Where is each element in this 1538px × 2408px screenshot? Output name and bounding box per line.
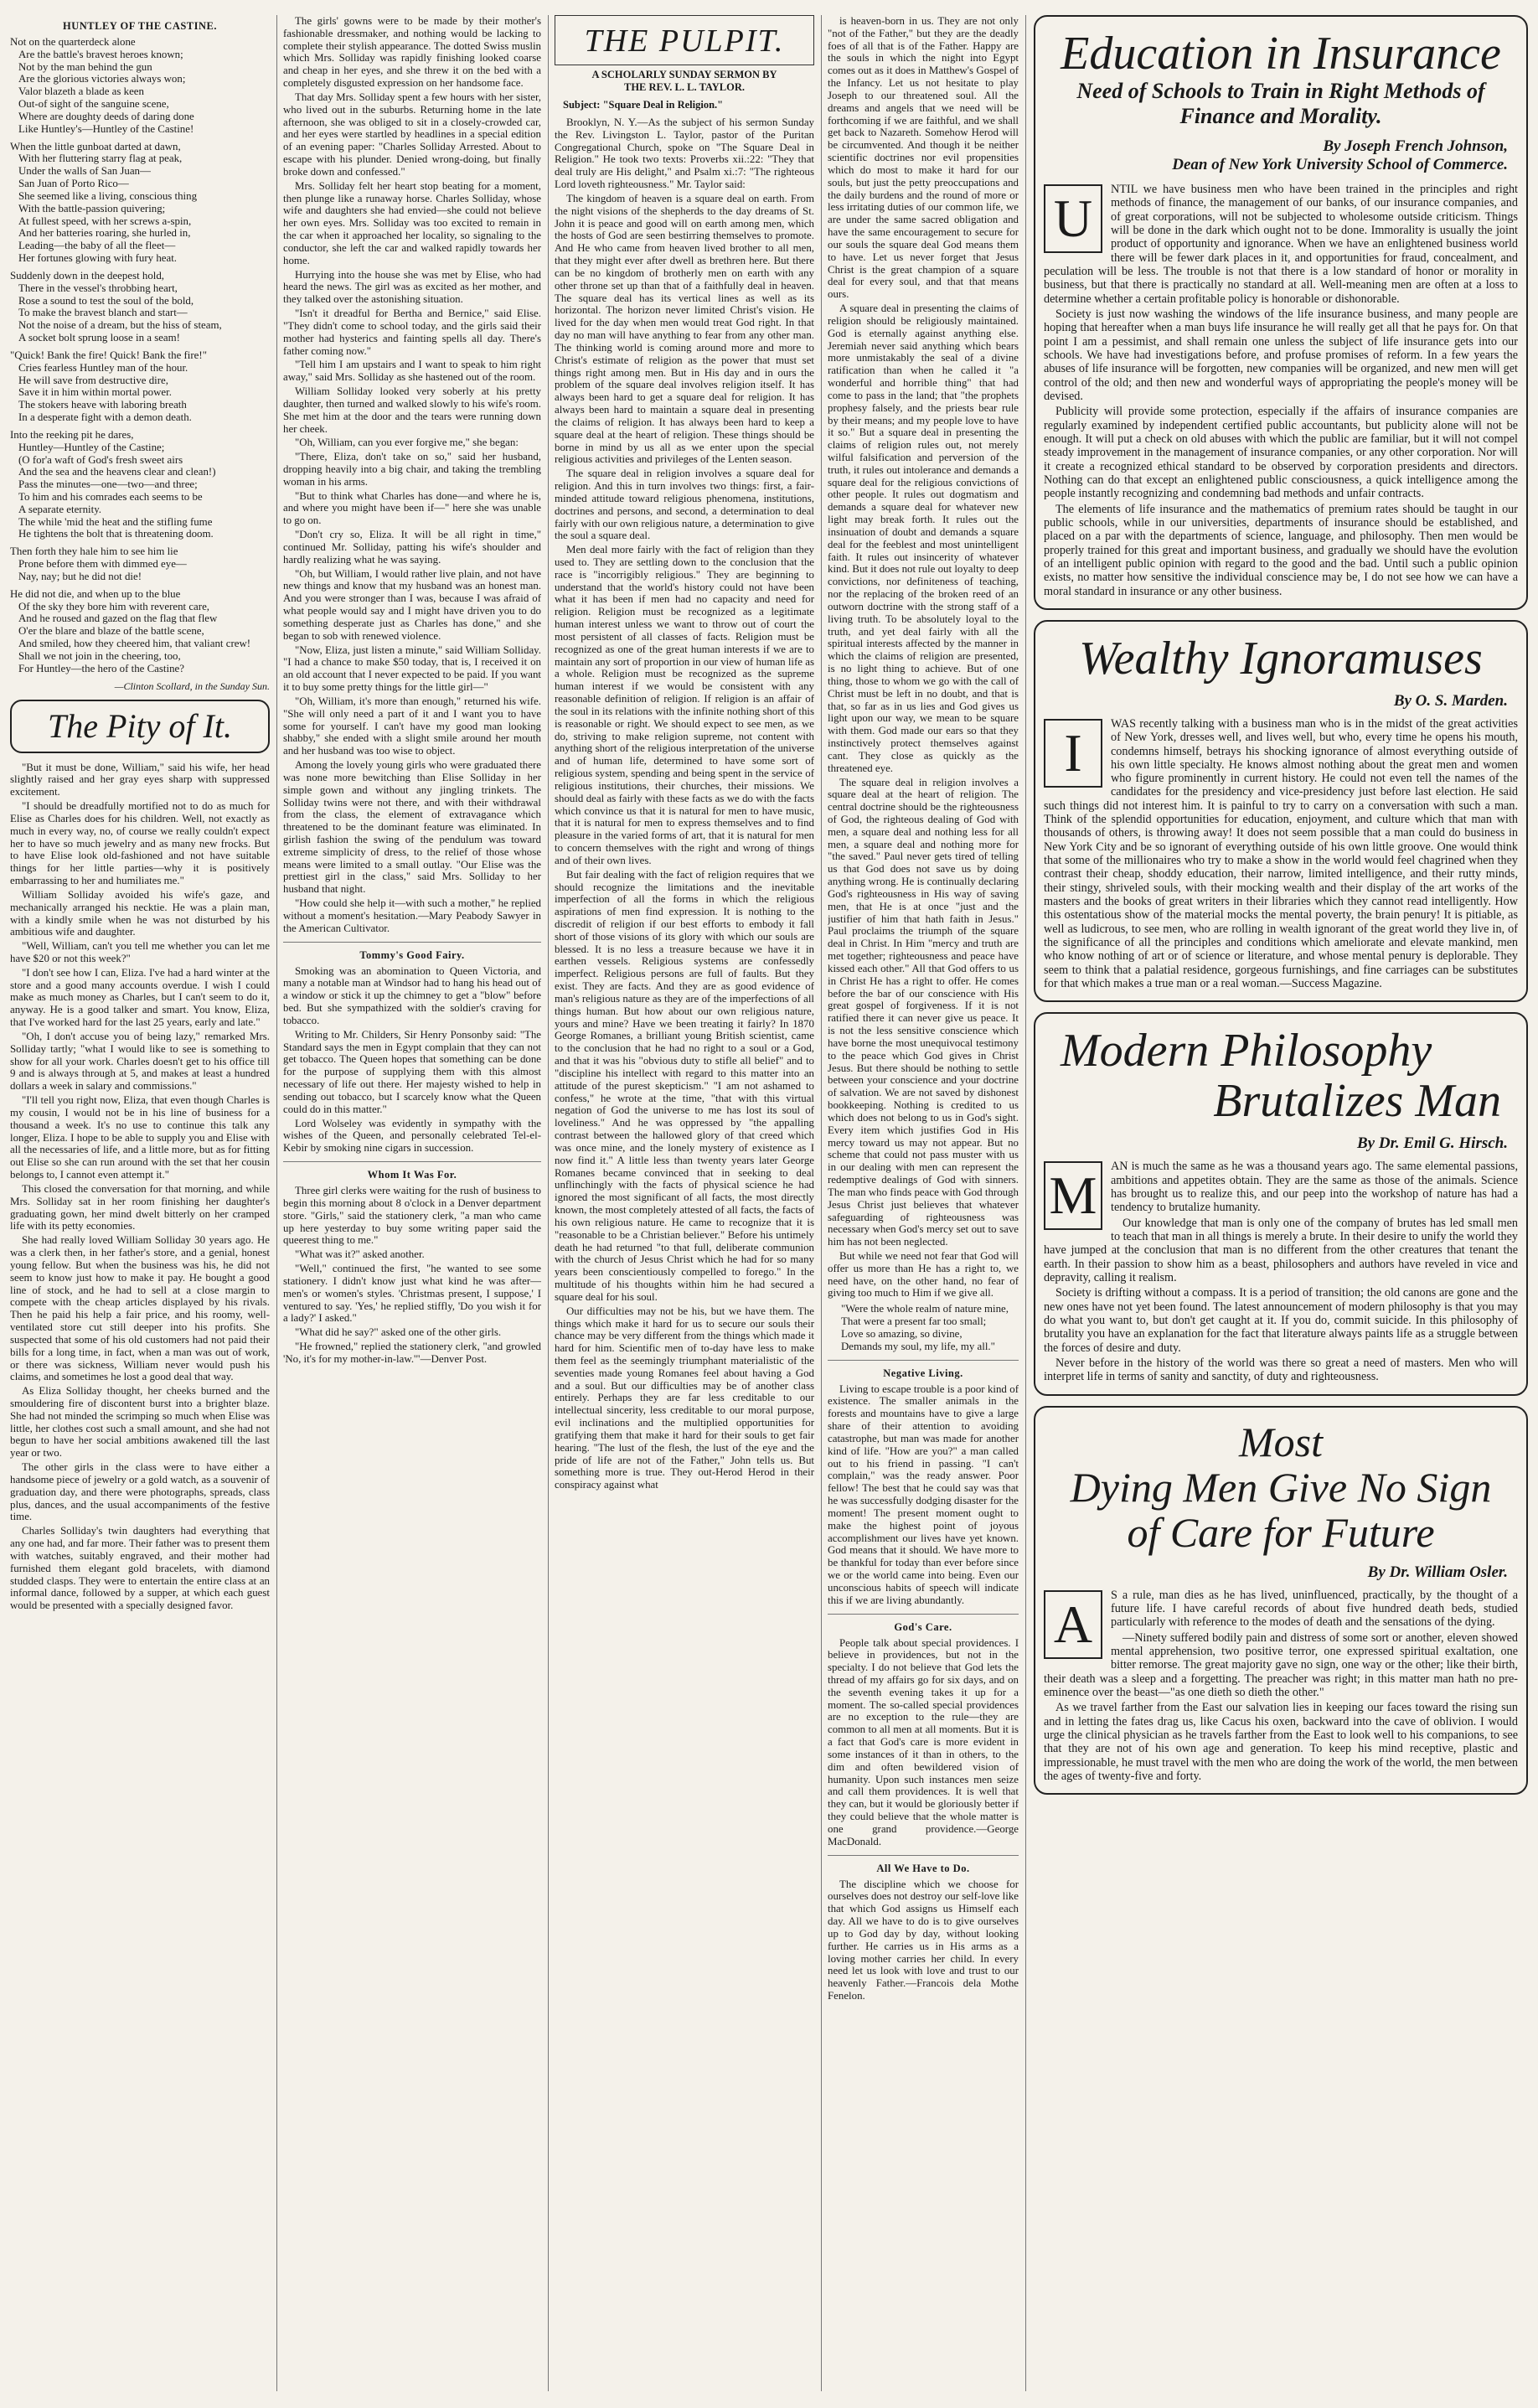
verse-line: A socket bolt sprung loose in a seam! <box>18 332 180 344</box>
divider <box>283 1161 541 1162</box>
drop-cap: U <box>1044 184 1102 253</box>
paragraph: Society is just now washing the windows of the life insurance business, and many people are hoping that hereafter when a man buys life insurance he will really get all that he pays for. On that point I am a pessimist, and shall remain one unless the subject of life insurance gets into our schools. We have had investigations before, and profuse promises of reform. In a few years the abuses of life insurance will be forgotten, new companies will be organized, and new men will get control of the old; and then new and wonderful ways of appropriating the people's money will be devised. <box>1044 307 1518 403</box>
paragraph: "Isn't it dreadful for Bertha and Bernice," said Elise. "They didn't come to school today, and the girls said their mother had hysterics and fainting spells all day. There's father coming now." <box>283 307 541 357</box>
paragraph: S a rule, man dies as he has lived, uninfluenced, practically, by the thought of a future life. I have careful records of about five hundred death beds, studied particularly with reference to the modes of death and the sensations of the dying. <box>1111 1588 1518 1630</box>
all-we-have-body <box>828 1878 1019 2002</box>
verse-line: There in the vessel's throbbing heart, <box>18 282 178 294</box>
verse-line: The stokers heave with laboring breath <box>18 399 187 411</box>
paragraph: Writing to Mr. Childers, Sir Henry Ponsonby said: "The Standard says the men in Egypt complain that they can not get tobacco. The Queen hopes that something can be done for the purpose of supplying them with this almost necessary of life out there. Her majesty wished to help in sending out tobacco, but I scarcely know what the Queen could do in this matter." <box>283 1028 541 1115</box>
verse-line: To make the bravest blanch and start— <box>18 307 188 319</box>
stanza <box>10 429 270 540</box>
feature-title-line2: Brutalizes Man <box>1213 1075 1501 1128</box>
column-rule <box>276 15 277 2391</box>
verse-line: Under the walls of San Juan— <box>18 165 151 178</box>
verse-line: Shall we not join in the cheering, too, <box>18 649 181 662</box>
paragraph: "Don't cry so, Eliza. It will be all right in time," continued Mr. Solliday, patting his wife's shoulder and hardly realizing what he was saying. <box>283 529 541 566</box>
feature-education-insurance <box>1034 15 1528 610</box>
verse-line: Then forth they hale him to see him lie <box>10 545 178 558</box>
fairy-body <box>283 965 541 1155</box>
feature-title-line2: Dying Men Give No Sign <box>1070 1463 1492 1511</box>
verse-line: Not the noise of a dream, but the hiss of steam, <box>18 319 222 332</box>
paragraph: "But it must be done, William," said his wife, her head slightly raised and her gray eyes sharp with suppressed excitement. <box>10 761 270 798</box>
paragraph: A square deal in presenting the claims of religion should be religiously maintained. God is eternally against anything else. Jeremiah never said anything which bears more unmistakably the seal of a divine ratification than when he called it "a wonderful and horrible thing" that had come to pass in the land; that "the prophets prophesy falsely, and the priests bear rule by their means; and my people love to have it so." But a square deal in presenting the claims of religion rules out, not merely wilful falsification and perversion of the truth, it rules out intolerance and demands a square deal for the religious convictions of other people. It rules out dogmatism and demands a square deal for whatever new light may break forth. It rules out the insinuation of doubt and demands a square deal for the feeblest and most unintelligent faith. It rules out insincerity of whatever kind. But it does not rule out loyalty to deep convictions, nor definiteness of teaching, nor the replacing of the broken reed of an outworn doctrine with the strong staff of a living truth. To be absolutely loyal to the truth, and yet deal fairly with all the spiritual interests affected by the manner in which the claims of religion are presented, is no light thing to achieve. But of one thing, those to whom we go with the call of Christ must be left in no doubt, and that is that, so far as in us lies and God gives us light upon our way, we mean to be square with them. God made our ears so that they instinctively protect themselves against cant. They close as quickly as the threatened eye. <box>828 302 1019 774</box>
divider <box>283 942 541 943</box>
paragraph: William Solliday looked very soberly at his pretty daughter, then turned and walked slowly to his wife's room. She met him at the door and the tears were running down her cheek. <box>283 385 541 435</box>
whom-body <box>283 1185 541 1366</box>
paragraph: But fair dealing with the fact of religion requires that we should recognize the limitations and the inevitable imperfection of all the forms in which the religious aspirations of men find expression. It is nothing to the discredit of religion if our best efforts to embody it fall short of those visions of its glory with which our souls are blessed. It is no less a treasure because we have it in earthen vessels. Religious systems are confessedly imperfect. Religious persons are full of faults. But they exist. They are facts. And they are as good evidence of man's religious nature as they are of the imperfections of all things human. But how about our own religious nature, yours and mine? Have we been treating it fairly? In 1870 George Romanes, a brilliant young British scientist, came to the conclusion that he had no right to a soul or a God, and that it was his "obvious duty to stifle all belief" and to "discipline his intellect with regard to this matter into an attitude of the purest skepticism." "I am not ashamed to confess," he wrote at the time, "that with this virtual negation of God the universe to me has lost its soul of loveliness." And he was oppressed by "the appalling contrast between the hallowed glory of that creed which was once mine, and the lonely mystery of existence as I now find it." A little less than twenty years later George Romanes became convinced that in seeking to deal unflinchingly with the facts of physical science he had ignored the most significant of all facts, the most directly known, the most completely attested of all facts, the facts of his own religious nature. He came to recognize that it is "reasonable to be a Christian believer." Before his untimely death he had returned "to that full, deliberate communion with the church of Jesus Christ which he had for so many years been conscientiously compelled to forego." In the multitude of his thoughts within him he had secured a square deal for his soul. <box>555 868 814 1303</box>
column-5 <box>1034 15 1528 2391</box>
paragraph: WAS recently talking with a business man who is in the midst of the great activities of New York, dresses well, and lives well, but who, every time he opens his mouth, condemns himself, betrays his shocking ignorance of almost everything outside of his own little specialty. He knows almost nothing about the great men and women who figure prominently in current history. He could not even tell the names of the candidates for the presidency and vice-presidency just before last election. He said such things did not interest him. It is painful to try to carry on a conversation with such a man. Think of the splendid opportunities for education, enjoyment, and culture which that man with thousands of others, is throwing away! It does not seem possible that a man could do business in New York City and be so ignorant of everything outside of his own little groove. One would think that some of the millionaires who try to make a show in the world would feel chagrined when they contrast their cheap, shoddy education, their narrow, limited intelligence, and their rutty minds, their stingy, shriveled souls, with their mocking wealth and their display of the art works of the masters and the books of great writers in their libraries which they cannot read intelligently. How this ostentatious show of the material mocks the mental poverty, the brain penury! It is pitiable, as well as ludicrous, to see men, who are rolling in wealth ignorant of the great world they live in, of the significance of all the principles and conditions which ameliorate and elevate mankind, men who know nothing of art or of science or literature, and whose mental penury is deplorable. They seem to think that a palatial residence, gorgeous furnishings, and fine carriages can be substitutes for that which makes a true man or a real woman.—Success Magazine. <box>1044 716 1518 991</box>
sermon-body <box>555 116 814 1491</box>
all-we-have-title: All We Have to Do. <box>876 1862 970 1874</box>
paragraph: NTIL we have business men who have been trained in the principles and right methods of finance, the management of our banks, of our insurance companies, and of great corporations, will not be subjected to wholesome outside criticism. Things will be done in the dark which ought not to be done. Immorality is usually the joint product of opportunity and ignorance. When we have an enlightened business world there will be fewer dark places in it, and opportunities for fraud, concealment, and peculation will be less. The trouble is not that there is a low standard of honor or morality in business, but that there is practically no standard at all. Well-meaning men are often at a loss to determine whether a certain profitable policy is honorable or dishonorable. <box>1044 183 1518 306</box>
verse-line: At fullest speed, with her screws a-spin, <box>18 214 192 227</box>
paragraph: "Now, Eliza, just listen a minute," said William Solliday. "I had a chance to make $50 today, that is, I received it on an old account that I never expected to be paid. If you want it to buy some pretty things for the little girl—" <box>283 643 541 694</box>
paragraph: AN is much the same as he was a thousand years ago. The same elemental passions, ambitions and appetites obtain. They are the same as those of the animals. Science has brought us to realize this, and our peep into the workshop of nature has had a tendency to brutalize humanity. <box>1111 1160 1518 1215</box>
paragraph: Publicity will provide some protection, especially if the affairs of insurance companies are regularly examined by independent certified public accountants, but publicity alone will not be enough. It will put a check on old abuses with which the public are familiar, but it will not compel steady improvement in the management of insurance companies, or any other corporation. Nor will it create a recognized ethical standard to be observed by corporation presidents and directors. Nothing can do that except an enlightened public consciousness, a quick intelligence among the people instantly recognizing and condemning bad methods and unfair contracts. <box>1044 405 1518 501</box>
verse-line: Suddenly down in the deepest hold, <box>10 269 165 282</box>
feature-title-line1: Most <box>1239 1418 1323 1465</box>
feature-byline: By Joseph French Johnson, <box>1323 137 1508 155</box>
verse-line: Rose a sound to test the soul of the bold, <box>18 294 194 307</box>
verse-line: Not by the man behind the gun <box>18 60 152 73</box>
feature-subtitle: Need of Schools to Train in Right Methods of Finance and Morality. <box>1076 79 1485 128</box>
sermon-subject: Subject: "Square Deal in Religion." <box>563 99 724 111</box>
column-1 <box>10 15 270 2391</box>
paragraph: "Well, William, can't you tell me whether you can let me have $20 or not this week?" <box>10 940 270 964</box>
verse-line: San Juan of Porto Rico— <box>18 178 129 190</box>
verse-line: For Huntley—the hero of the Castine? <box>18 662 184 674</box>
paragraph: Never before in the history of the world was there so great a need of masters. Men who will interpret life in terms of sanity and sanctity, of duty and righteousness. <box>1044 1356 1518 1384</box>
paragraph: Mrs. Solliday felt her heart stop beating for a moment, then plunge like a runaway horse. Charles Solliday, whose wife and daughters she had envied—she could not believe her own eyes. Mrs. Solliday was too excited to remain in the car when it approached her locality, so signaling to the conductor, she left the car and walked rapidly towards her home. <box>283 179 541 266</box>
story-title-box <box>10 700 270 753</box>
paragraph: Smoking was an abomination to Queen Victoria, and many a notable man at Windsor had to hang his head out of a window or stick it up the chimney to get a "blow" before bed. But she sympathized with the soldier's craving for tobacco. <box>283 964 541 1026</box>
feature-title-line3: of Care for Future <box>1127 1508 1435 1556</box>
paragraph: —Ninety suffered bodily pain and distress of some sort or another, eleven showed mental apprehension, two positive terror, one expressed spiritual exaltation, one bitter remorse. The great majority gave no sign, one way or the other; like their birth, their death was a sleep and a forgetting. The preacher was right; in this matter man hath no pre-eminence over the beast—"as one dieth so dieth the other." <box>1044 1630 1518 1699</box>
verse-line: Cries fearless Huntley man of the hour. <box>18 361 188 374</box>
paragraph: "I should be dreadfully mortified not to do as much for Elise as Charles does for his children. Well, not exactly as much in every way, no, of course we really couldn't expect her to have so much jewelry and as many new frocks. But to have Elise look old-fashioned and not have suitable things for her little parties—why it is positively embarrassing to her and humiliates me." <box>10 800 270 887</box>
verse-line: Out-of sight of the sanguine scene, <box>18 98 169 111</box>
stanza <box>10 141 270 265</box>
paragraph: Hurrying into the house she was met by Elise, who had heard the news. The girl was as excited as her mother, and they talked over the astonishing situation. <box>283 268 541 306</box>
column-4 <box>828 15 1019 2391</box>
paragraph: Lord Wolseley was evidently in sympathy with the wishes of the Queen, and personally celebrated Tel-el-Kebir by smoking nine cigars in succession. <box>283 1117 541 1155</box>
verse-line: Not on the quarterdeck alone <box>10 36 136 48</box>
paragraph: The elements of life insurance and the mathematics of premium rates should be taught in our public schools, while in our universities, departments of insurance should be established, and placed on a par with the departments of science, language, and philosophy. Then men would be properly trained for this great and important business, and gradually we should have the evolution of an intelligent public opinion with regard to the good and the bad. Until such a public opinion exists, no matter how sensitive the individual conscience may be, I do not see how we can have a moral standard in insurance or any other business. <box>1044 502 1518 598</box>
verse-line: O'er the blare and blaze of the battle scene, <box>18 625 204 638</box>
drop-cap: I <box>1044 719 1102 788</box>
verse-line: Of the sky they bore him with reverent care, <box>18 600 210 612</box>
paragraph: "Oh, but William, I would rather live plain, and not have new things and know that my husband was an honest man. And you were stronger than I was, because I was afraid of what people would say and I might have driven you to do something desperate just as Charles has done," and she began to sob with renewed violence. <box>283 567 541 642</box>
paragraph: She had really loved William Solliday 30 years ago. He was a clerk then, in her father's store, and a genial, honest young fellow. But when the business was his, he did not seem to know just how to make it pay. He bought a good line of stock, and he had to sell at a close margin to compete with the cheap articles displayed by his rivals. Then he paid his help a fair price, and his roomy, well-ventilated store cut still deeper into his profits. She suspected that some of his old customers had not paid their bills for a long time, in fact, when a man was out of work, or there was sickness, William never would push his claims, and sometimes he lost a good deal that way. <box>10 1234 270 1383</box>
whom-title: Whom It Was For. <box>367 1169 457 1181</box>
paragraph: "What did he say?" asked one of the other girls. <box>295 1326 502 1339</box>
verse-line: Demands my soul, my life, my all." <box>841 1340 995 1352</box>
sermon-continued <box>828 15 1019 1300</box>
story-body <box>10 762 270 1612</box>
pulpit-sub2: THE REV. L. L. TAYLOR. <box>623 81 746 93</box>
paragraph: People talk about special providences. I believe in providences, but not in the specialty. I do not believe that God lets the thread of my affairs go for six days, and on the seventh evening takes it up for a moment. The so-called special providences are no exception to the rule—they are common to all men at all moments. But it is a fact that God's care is more evident in some instances of it than in others, to the dim and often bewildered vision of humanity. Upon such instances men seize and call them providences. It is well that they can, but it would be gloriously better if they could believe that the whole matter is one grand providence.—George MacDonald. <box>828 1636 1019 1847</box>
verse-line: Save it in him within mortal power. <box>18 386 172 399</box>
verse-line: Prone before them with dimmed eye— <box>18 558 187 571</box>
verse-line: To him and his comrades each seems to be <box>18 490 203 503</box>
verse-line: Are the glorious victories always won; <box>18 73 186 85</box>
verse-line: Like Huntley's—Huntley of the Castine! <box>18 122 194 135</box>
gods-care-body <box>828 1637 1019 1848</box>
pulpit-header <box>555 15 814 65</box>
verse-line: The while 'mid the heat and the stifling fume <box>18 515 213 528</box>
paragraph: "What was it?" asked another. <box>295 1248 425 1261</box>
column-2 <box>283 15 541 2391</box>
feature-title: Education in Insurance <box>1061 28 1501 80</box>
paragraph: This closed the conversation for that morning, and while Mrs. Solliday sat in her room finishing her daughter's graduating gown, her mind dwelt bitterly on her cramped life with its petty economies. <box>10 1182 270 1232</box>
paragraph: is heaven-born in us. They are not only "not of the Father," but they are the deadly foes of all that is of the Father. Happy are the souls in which the night into Egypt comes out as it does in Matthew's Gospel of the Infancy. Let us not hesitate to play Joseph to our threatened soul. All the dreams and angels that we need will be forthcoming if we are faithful, and we shall get back to Nazareth. Somehow Herod will be circumvented. And though it be neither scientific doctrines nor evil propensities which do most to make it hard for our souls, but just the petty preoccupations and the daily burdens and the round of more or less irritating duties of our common life, we are under the same sacred obligation and have the same encouragement to secure for our souls the square deal God means them to have. Let us never forget that Jesus Christ is the great champion of a square deal for every soul, and that that means ours. <box>828 15 1019 301</box>
paragraph: William Solliday avoided his wife's gaze, and mechanically arranged his necktie. He was a plain man, with a kindly smile when he was not disturbed by his ambitious wife and daughter. <box>10 888 270 938</box>
column-3 <box>555 15 814 2391</box>
paragraph: "I don't see how I can, Eliza. I've had a hard winter at the store and a good many accounts overdue. I wish I could make as much money as Charles, but I can't seem to do it, anyway. He is a good talker and smart. You know, Eliza, that I've worked hard for the last 25 years, early and late." <box>10 966 270 1029</box>
paragraph: Living to escape trouble is a poor kind of existence. The smaller animals in the forests and mountains have to give a large share of their attention to avoiding catastrophe, but man was made for another kind of life. "How are you?" a man called out to his friend in passing. "I can't complain," was the ready answer. Poor fellow! The best that he could say was that he was successfully dodging disaster for the moment! The present moment ought to make the highest point of joyous accomplishment our lives have yet known. God means that it should. We have more to be thankful for today than ever before since we or the world came into being. Even our unconscious habits of speech will indicate this if we are living abundantly. <box>828 1382 1019 1606</box>
paragraph: The square deal in religion involves a square deal for religion. And this in turn involves two things: first, a fair-minded attitude toward religious phenomena, institutions, doctrines and persons, and second, a determination to deal fairly with our own religious nature, a determination to give the soul a square deal. <box>555 468 814 542</box>
verse-line: "Were the whole realm of nature mine, <box>841 1303 1009 1315</box>
pulpit-sub1: A SCHOLARLY SUNDAY SERMON BY <box>591 69 777 80</box>
paragraph: The discipline which we choose for ourselves does not destroy our self-love like that which God assigns us Himself each day. All we have to do is to give ourselves up to God day by day, without looking further. He carries us in His arms as a loving mother carries her child. In every need let us look with love and trust to our heavenly Father.—Francois dela Mothe Fenelon. <box>828 1878 1019 2002</box>
negative-living-title: Negative Living. <box>883 1367 963 1379</box>
column-rule <box>548 15 549 2391</box>
verse-line: That were a present far too small; <box>841 1315 987 1328</box>
verse-line: Huntley—Huntley of the Castine; <box>18 441 165 453</box>
gods-care-title: God's Care. <box>894 1620 952 1633</box>
feature-dying-men <box>1034 1406 1528 1796</box>
feature-modern-philosophy <box>1034 1012 1528 1395</box>
paragraph: "But to think what Charles has done—and where he is, and where you might have been if—" here she was unable to go on. <box>283 489 541 527</box>
drop-cap: A <box>1044 1590 1102 1659</box>
feature-body <box>1044 1160 1518 1383</box>
verse-line: And smiled, how they cheered him, that valiant crew! <box>18 638 251 650</box>
paragraph: "He frowned," replied the stationery clerk, "and growled 'No, it's for my mother-in-law.'"—Denver Post. <box>283 1340 541 1365</box>
stanza <box>10 36 270 136</box>
verse-line: With her fluttering starry flag at peak, <box>18 152 183 165</box>
paragraph: Men deal more fairly with the fact of religion than they used to. They are settling down to the conclusion that the race is "incorrigibly religious." They are beginning to understand that the world's history could not have been what it has been if men had no capacity and need for religion. Religion must be recognized as a legitimate human interest unless we want to throw out of court the most persistent of all classes of facts. Religion must be recognized as one of the great human interests if we are to maintain any sort of proportion in our view of human life as a whole. Religion must be recognized as the supreme human interest if we would be consistent with any reasonable definition of religion. If religion is an affair of the soul in its relations with the infinite nothing short of this is reasonable or right. We should expect to see men, as we do, striving to make religion supreme, not content with anything short of the religious interpretation of the universe and of human life, determined to have some sort of religious system, spending and being spent in the service of religious institutions, their churches, their missions. We should deal as fairly with these facts as we do with the facts which convince us that it is natural for men to have music, that it is natural for men to express themselves and to find pleasure in the varied forms of art, that it is natural for men to concern themselves with the right and wrong of things and of their own lives. <box>555 544 814 866</box>
fairy-title: Tommy's Good Fairy. <box>359 948 465 961</box>
paragraph: Charles Solliday's twin daughters had everything that any one had, and far more. Their father was to present them with watches, suitably engraved, and their mother had furnished them elegant gold bracelets, with diamond studded clasps. They were to entertain the entire class at an informal dance, followed by a supper, at which each guest would be presented with a specially designed favor. <box>10 1525 270 1612</box>
paragraph: "Oh, William, can you ever forgive me," she began: <box>295 437 519 449</box>
divider <box>828 1360 1019 1361</box>
poem-signature: —Clinton Scollard, in the Sunday Sun. <box>114 680 270 692</box>
drop-cap: M <box>1044 1161 1102 1230</box>
verse-line: Where are doughty deeds of daring done <box>18 110 194 122</box>
poem <box>10 36 270 675</box>
feature-byline: By Dr. William Osler. <box>1367 1563 1508 1581</box>
paragraph: Three girl clerks were waiting for the rush of business to begin this morning about 8 o'clock in a Denver department store. "Girls," said the stationery clerk, "a man who came up here yesterday to buy some writing paper said the queerest thing to me." <box>283 1185 541 1247</box>
verse-line: Her fortunes glowing with fury heat. <box>18 252 178 265</box>
verse-line: And her batteries roaring, she hurled in, <box>18 227 191 240</box>
stanza <box>10 270 270 344</box>
verse-line: Nay, nay; but he did not die! <box>18 570 142 582</box>
poem-title: HUNTLEY OF THE CASTINE. <box>63 20 217 32</box>
verse-line: And he roused and gazed on the flag that flew <box>18 612 218 625</box>
feature-byline: By Dr. Emil G. Hirsch. <box>1357 1134 1508 1153</box>
verse-line: He will save from destructive dire, <box>18 374 168 386</box>
feature-title: Wealthy Ignoramuses <box>1079 632 1483 685</box>
paragraph: As Eliza Solliday thought, her cheeks burned and the smouldering fire of discontent burst into a brighter blaze. She had not minded the scrimping so much when Elise was little, her clothes cost such a small amount, and she had not begun to have her social ambitions awakened till the last year or two. <box>10 1385 270 1460</box>
paragraph: That day Mrs. Solliday spent a few hours with her sister, who lived out in the suburbs. Returning home in the late afternoon, she was obliged to sit in a closely-crowded car, and her eyes were startled by headlines in a special edition of an evening paper: "Charles Solliday Arrested. About to escape with his plunder. Denied wrong-doing, but finally broke down and confessed." <box>283 90 541 178</box>
feature-byline: By O. S. Marden. <box>1393 691 1508 710</box>
paragraph: As we travel farther from the East our salvation lies in keeping our faces toward the rising sun and in letting the fates drag us, like Cacus his oxen, backward into the cave of oblivion. I would urge the clinical physician as he travels farther from the East to look well to his companions, to see that they are not of his own age and generation. To keep his mind receptive, plastic and impressionable, he must travel with the men who are doing the work of the world, the men between the ages of twenty-five and forty. <box>1044 1701 1518 1783</box>
paragraph: The other girls in the class were to have either a handsome piece of jewelry or a gold watch, as a souvenir of graduation day, and there were photographs, spreads, class plus, dances, and the usual accompaniments of the festive time. <box>10 1461 270 1523</box>
paragraph: The square deal in religion involves a square deal at the heart of religion. The central doctrine should be the righteousness of God, the righteous dealing of God with men, a square deal and nothing less for all men, a square deal and nothing more for "the saved." Paul never gets tired of telling us that God does not save us by doing anything wrong. He is continually declaring God's righteousness in His way of saving men, that He is at once "just and the justifier of him that hath faith in Jesus." Paul proclaims the triumph of the square deal in Christ. In Him "mercy and truth are met together; righteousness and peace have kissed each other." All that God offers to us in Christ He has a right to offer. He comes before the bar of our conscience with His great gospel of forgiveness. If it is not ratified there it can never give us peace. It is not the less sensitive conscience which have borne the most unequivocal testimony to the peace which God gives in Christ Jesus. But there should be nothing to settle between your conscience and your doctrine of salvation. We are not saved by dishonest bookkeeping. Nothing is credited to us which does not belong to us in God's sight. Every item which justifies God in His mercy toward us may not appear. But no scheme that could not pass muster with us in our dealing with men can represent the redemptive dealings of God with sinners. The man who finds peace with God through Jesus Christ just believes that whatever safeguarding of righteousness was necessary when God's mercy set out to save him has not been neglected. <box>828 776 1019 1248</box>
paragraph: "How could she help it—with such a mother," he replied without a moment's hesitation.—Mary Peabody Sawyer in the American Cultivator. <box>283 897 541 934</box>
divider <box>828 1614 1019 1615</box>
paragraph: The kingdom of heaven is a square deal on earth. From the night visions of the shepherds to the day dreams of St. John it is peace and good will on earth among men, which the hosts of God are seen bestirring themselves to promote. And He who came from heaven lived brother to all men, that they might ever after dwell as brethren here. But there can be no kingdom of brotherly men on earth with any other throne set up than that of a faithfully deal in heaven. The square deal has its vertical lines as well as its horizontal. The horizon never limited Christ's vision. He lived for the day when men would treat God right. In that day no man will have anything to fear from any other man. The thinking world is coming around more and more to Christ's estimate of religion as the power that must set things right among men. But in His day and in ours the problem of the square deal involves religion itself. It has always been hard to get a square deal for religion. It has always been hard to maintain a square deal in presenting the claims of religion. It has always been hard to keep a square deal at the heart of religion. These things should be borne in mind by us all as we enter upon the special religious activities and privileges of the Lenten season. <box>555 192 814 466</box>
verse-line: A separate eternity. <box>18 503 102 515</box>
verse-line: In a desperate fight with a demon death. <box>18 411 192 424</box>
paragraph: Brooklyn, N. Y.—As the subject of his sermon Sunday the Rev. Livingston L. Taylor, pastor of the Puritan Congregational Church, spoke on "The Square Deal in Religion." He took two texts: Proverbs xii.:22: "They that deal truly are His delight," and Psalm xi.:7: "The righteous Lord loveth righteousness." Mr. Taylor said: <box>555 116 814 191</box>
paragraph: Our knowledge that man is only one of the company of brutes has led small men to teach that man in all things is merely a brute. In their desire to unify the world they have jumped at the conclusion that man is no different from the other creatures that tenant the earth. In their passion to show him as a beast, philosophers and authors have reveled in vice and depravity, calling it realism. <box>1044 1216 1518 1285</box>
divider <box>828 1855 1019 1856</box>
verse-line: With the battle-passion quivering; <box>18 202 166 214</box>
story-continued <box>283 15 541 935</box>
verse-line: Pass the minutes—one—two—and three; <box>18 478 198 491</box>
stanza <box>10 588 270 675</box>
verse-line: "Quick! Bank the fire! Quick! Bank the fire!" <box>10 349 207 361</box>
verse-line: Valor blazeth a blade as keen <box>18 85 144 98</box>
negative-living-body <box>828 1383 1019 1607</box>
paragraph: Our difficulties may not be his, but we have them. The things which make it hard for us to secure our souls their chance may be very different from the things which made it hard for him. Scientific men of to-day have less to make them feel as the seemingly triumphant materialistic of the seventies made young Romanes feel about having a God and a soul. But our difficulties may be of another class entirely. Perhaps they are far less creditable to our intellectual sincerity, less creditable to our moral purpose, evil inclinations and the multiplied opportunities for gratifying them that make it hard for their souls to get fair hearing. "The lust of the flesh, the lust of the eye and the pride of life are not of the Father," John tells us. But something more is true. They out-Herod Herod in their conspiracy against what <box>555 1305 814 1491</box>
stanza <box>10 545 270 582</box>
paragraph: "Oh, William, it's more than enough," returned his wife. "She will only need a part of it and I want you to have some for yourself. I can't have my good man looking shabby," she ended with a slight smile around her mouth and her husband was too wise to object. <box>283 695 541 757</box>
paragraph: But while we need not fear that God will offer us more than He has a right to, we need have, on the other hand, no fear of giving too much to Him if we give all. <box>828 1249 1019 1300</box>
column-rule <box>1025 15 1026 2391</box>
feature-body <box>1044 717 1518 991</box>
verse-line: (O for'a waft of God's fresh sweet airs <box>18 453 183 466</box>
feature-body <box>1044 183 1518 598</box>
verse-line: Love so amazing, so divine, <box>841 1327 963 1340</box>
paragraph: "Well," continued the first, "he wanted to see some stationery. I didn't know just what kind he was after—men's or women's styles. 'Christmas present, I suppose,' I ventured to say. 'Yes,' he replied stiffly, 'Do you wish it for a lady?' I asked." <box>283 1263 541 1325</box>
verse-line: When the little gunboat darted at dawn, <box>10 140 181 152</box>
verse-line: He did not die, and when up to the blue <box>10 587 181 600</box>
paragraph: "Oh, I don't accuse you of being lazy," remarked Mrs. Solliday tartly; "what I would like to see is something to show for all your work. Charles doesn't get to his office till 9 and is always through at 5, and makes at least a hundred dollars a week in salary and commissions." <box>10 1030 270 1093</box>
verse-line: Are the battle's bravest heroes known; <box>18 48 183 60</box>
paragraph: The girls' gowns were to be made by their mother's fashionable dressmaker, and nothing would be lacking to complete their stylish appearance. The dotted Swiss muslin which Mrs. Solliday was rapidly finishing looked coarse and cheap in her eyes, and she threw it on the bed with a completely disgusted expression on her handsome face. <box>283 15 541 90</box>
feature-affiliation: Dean of New York University School of Commerce. <box>1172 156 1508 173</box>
paragraph: "There, Eliza, don't take on so," said her husband, dropping heavily into a big chair, and taking the trembling woman in his arms. <box>283 451 541 488</box>
paragraph: "I'll tell you right now, Eliza, that even though Charles is my cousin, I would not be in his line of business for a thousand a week. It's no use to continue this talk any longer, Eliza. I hope to be able to supply you and Elise with all the necessaries of life, and a little more, but as for fitting out Elise so she can run around with the set that her cousin belongs to, I cannot even attempt it." <box>10 1094 270 1181</box>
feature-wealthy-ignoramuses <box>1034 620 1528 1003</box>
feature-title-line1: Modern Philosophy <box>1061 1025 1432 1077</box>
pulpit-title: THE PULPIT. <box>584 23 785 59</box>
verse-line: She seemed like a living, conscious thing <box>18 189 198 202</box>
paragraph: "Tell him I am upstairs and I want to speak to him right away," said Mrs. Solliday as she hastened out of the room. <box>283 359 541 384</box>
hymn-verse <box>841 1303 1019 1352</box>
column-rule <box>821 15 822 2391</box>
verse-line: He tightens the bolt that is threatening doom. <box>18 528 214 540</box>
story-title: The Pity of It. <box>48 706 232 745</box>
paragraph: Society is drifting without a compass. It is a period of transition; the old canons are gone and the new ones have not yet been found. The latest announcement of modern philosophy is that you may do what you want to, but don't get caught at it. If you do, commit suicide. In this philosophy of brutality you have an explanation for the fact that literature always paints life as a struggle between the forces of desire and duty. <box>1044 1286 1518 1355</box>
stanza <box>10 349 270 424</box>
paragraph: Among the lovely young girls who were graduated there was none more bewitching than Elise Solliday in her simple gown and without any jingling trinkets. The Solliday twins were not there, and with their withdrawal from the class, the element of extravagance which threatened to be the dominant feature was eliminated. In girlish fashion the swing of the pendulum was toward extreme simplicity of dress, to the relief of those whose means were limited to a small outlay. "Our Elise was the prettiest girl in the class," said Mrs. Solliday to her husband that night. <box>283 759 541 896</box>
verse-line: Into the reeking pit he dares, <box>10 428 134 441</box>
verse-line: And the sea and the heavens clear and clean!) <box>18 466 216 478</box>
feature-body <box>1044 1589 1518 1784</box>
verse-line: Leading—the baby of all the fleet— <box>18 240 176 252</box>
